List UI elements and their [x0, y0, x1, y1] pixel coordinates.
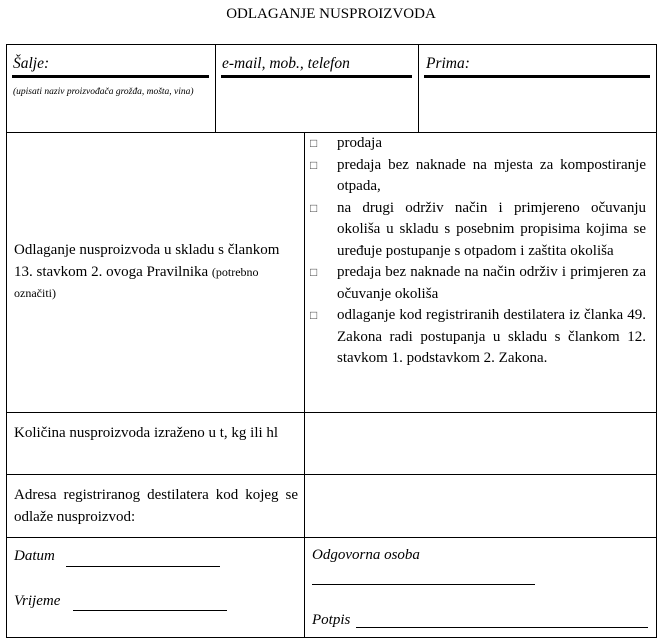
- time-field[interactable]: [73, 610, 227, 611]
- responsible-person-field[interactable]: [312, 584, 535, 585]
- option-destilateri[interactable]: □ odlaganje kod registriranih destilatera iz članka 49. Zakona radi postupanja u skladu s člankom 12. stavkom 1. podstavkom 2. Zakona.: [310, 305, 646, 370]
- date-label: Datum: [14, 548, 55, 564]
- disposal-note: (potrebno označiti): [14, 264, 259, 300]
- divider: [215, 44, 216, 133]
- quantity-field[interactable]: [306, 414, 655, 473]
- divider: [6, 474, 657, 475]
- divider: [418, 44, 419, 133]
- contact-label: e-mail, mob., telefon: [222, 55, 350, 72]
- checkbox-icon[interactable]: □: [310, 265, 318, 279]
- contact-underline: [221, 75, 412, 78]
- option-kompostiranje[interactable]: □ predaja bez naknade na mjesta za kompostiranje otpada,: [310, 155, 646, 198]
- signature-label: Potpis: [312, 612, 351, 628]
- divider: [6, 412, 657, 413]
- time-label: Vrijeme: [14, 593, 61, 609]
- address-label: Adresa registriranog destilatera kod kojeg se odlaže nusproizvod:: [14, 487, 298, 525]
- signature-field[interactable]: [356, 627, 648, 628]
- checkbox-icon[interactable]: □: [310, 200, 318, 215]
- sender-note: (upisati naziv proizvođača grožđa, mošta, vina): [13, 87, 194, 97]
- disposal-label: Odlaganje nusproizvoda u skladu s člankom 13. stavkom 2. ovoga Pravilnika (potrebno označiti): [14, 242, 280, 300]
- responsible-person-label: Odgovorna osoba: [312, 547, 420, 563]
- quantity-label: Količina nusproizvoda izraženo u t, kg ili hl: [14, 425, 279, 441]
- sender-underline: [12, 75, 209, 78]
- option-drugi-nacin[interactable]: □ na drugi održiv način i primjereno očuvanju okoliša u skladu s posebnim propisima kojima se uređuje postupanje s otpadom i zaštita okoliša: [310, 198, 646, 263]
- checkbox-icon[interactable]: □: [310, 136, 318, 150]
- checkbox-icon[interactable]: □: [310, 308, 318, 322]
- address-field[interactable]: [306, 476, 655, 536]
- recipient-underline: [424, 75, 650, 78]
- option-prodaja[interactable]: □ prodaja: [310, 133, 646, 155]
- divider: [6, 537, 657, 538]
- option-predaja-odrziv[interactable]: □ predaja bez naknade na način održiv i primjeren za očuvanje okoliša: [310, 262, 646, 305]
- disposal-options: [310, 133, 646, 370]
- checkbox-icon[interactable]: □: [310, 157, 318, 172]
- date-field[interactable]: [66, 566, 220, 567]
- page-title: ODLAGANJE NUSPROIZVODA: [226, 6, 436, 22]
- sender-label: Šalje:: [13, 55, 50, 72]
- divider: [304, 132, 305, 638]
- recipient-label: Prima:: [426, 55, 470, 72]
